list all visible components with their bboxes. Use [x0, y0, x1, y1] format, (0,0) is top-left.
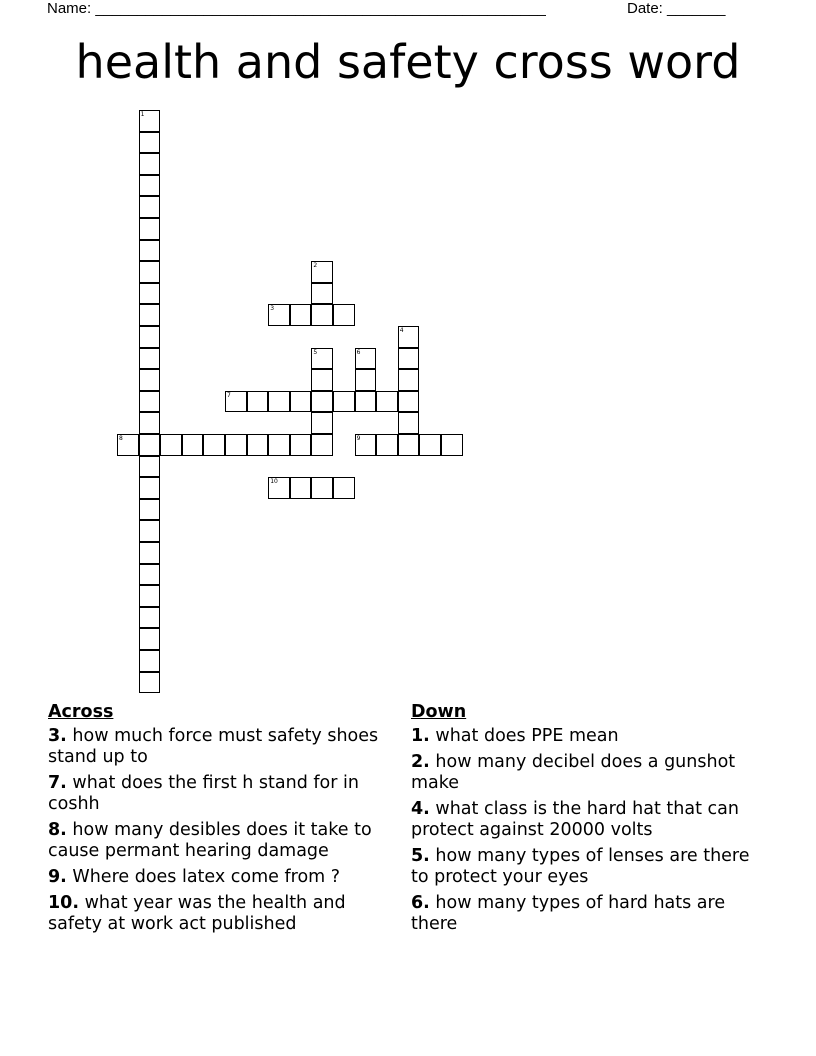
down-clues — [411, 702, 756, 940]
crossword-cell[interactable] — [355, 434, 377, 456]
crossword-cell[interactable] — [139, 585, 161, 607]
crossword-cell[interactable] — [139, 520, 161, 542]
crossword-cell[interactable] — [160, 434, 182, 456]
crossword-cell[interactable] — [139, 110, 161, 132]
crossword-cell[interactable] — [203, 434, 225, 456]
crossword-cell[interactable] — [311, 304, 333, 326]
across-clue — [48, 726, 388, 768]
across-clues — [48, 702, 388, 940]
crossword-cell[interactable] — [290, 304, 312, 326]
down-clue — [411, 893, 756, 935]
crossword-cell[interactable] — [398, 391, 420, 413]
crossword-cell[interactable] — [139, 348, 161, 370]
clue-text: how much force must safety shoes stand up to — [48, 726, 379, 767]
clue-number-label: 3 — [270, 305, 275, 313]
crossword-cell[interactable] — [398, 412, 420, 434]
clue-number: 6. — [411, 893, 430, 913]
clue-number: 8. — [48, 820, 67, 840]
clue-number-label: 8 — [119, 435, 123, 442]
crossword-cell[interactable] — [139, 240, 161, 262]
crossword-cell[interactable] — [139, 542, 161, 564]
clue-number-label: 7 — [227, 391, 231, 399]
crossword-cell[interactable] — [311, 412, 333, 434]
crossword-cell[interactable] — [376, 434, 398, 456]
across-clue — [48, 893, 388, 935]
crossword-cell[interactable] — [139, 261, 161, 283]
crossword-cell[interactable] — [311, 283, 333, 305]
crossword-cell[interactable] — [139, 564, 161, 586]
crossword-cell[interactable] — [268, 434, 290, 456]
clue-number: 2. — [411, 752, 430, 772]
clue-number: 9. — [48, 867, 67, 887]
across-clue — [48, 867, 388, 888]
crossword-cell[interactable] — [311, 348, 333, 370]
crossword-cell[interactable] — [139, 283, 161, 305]
across-heading: Across — [48, 702, 114, 722]
crossword-cell[interactable] — [139, 628, 161, 650]
across-clue — [48, 773, 388, 815]
crossword-cell[interactable] — [355, 391, 377, 413]
crossword-cell[interactable] — [290, 477, 312, 499]
clue-number-label: 4 — [399, 327, 404, 334]
crossword-cell[interactable] — [311, 369, 333, 391]
clue-number: 7. — [48, 773, 67, 793]
crossword-cell[interactable] — [139, 456, 161, 478]
clue-text: what does the first h stand for in coshh — [48, 773, 359, 814]
crossword-cell[interactable] — [139, 369, 161, 391]
clue-text: how many types of lenses are there to protect your eyes — [411, 846, 750, 887]
down-heading: Down — [411, 702, 467, 722]
crossword-cell[interactable] — [182, 434, 204, 456]
crossword-cell[interactable] — [247, 434, 269, 456]
clue-number-label: 10 — [270, 478, 278, 486]
crossword-cell[interactable] — [398, 348, 420, 370]
across-clue — [48, 820, 388, 862]
clue-text: how many decibel does a gunshot make — [411, 752, 736, 793]
crossword-cell[interactable] — [268, 391, 290, 413]
date-field-line[interactable]: Date: _______ — [627, 0, 726, 17]
crossword-cell[interactable] — [139, 607, 161, 629]
down-clue — [411, 752, 756, 794]
crossword-cell[interactable] — [268, 304, 290, 326]
crossword-cell[interactable] — [268, 477, 290, 499]
crossword-cell[interactable] — [290, 391, 312, 413]
crossword-cell[interactable] — [355, 348, 377, 370]
crossword-cell[interactable] — [139, 304, 161, 326]
crossword-cell[interactable] — [376, 391, 398, 413]
crossword-cell[interactable] — [311, 477, 333, 499]
clue-number-label: 9 — [356, 435, 361, 442]
crossword-cell[interactable] — [311, 434, 333, 456]
crossword-cell[interactable] — [398, 369, 420, 391]
clue-text: what class is the hard hat that can protect against 20000 volts — [411, 799, 739, 840]
clue-text: how many types of hard hats are there — [411, 893, 726, 934]
crossword-cell[interactable] — [290, 434, 312, 456]
crossword-cell[interactable] — [139, 412, 161, 434]
crossword-cell[interactable] — [441, 434, 463, 456]
crossword-cell[interactable] — [225, 434, 247, 456]
crossword-cell[interactable] — [225, 391, 247, 413]
crossword-cell[interactable] — [139, 391, 161, 413]
crossword-cell[interactable] — [333, 477, 355, 499]
crossword-cell[interactable] — [355, 369, 377, 391]
crossword-cell[interactable] — [139, 132, 161, 154]
crossword-cell[interactable] — [139, 196, 161, 218]
crossword-cell[interactable] — [139, 650, 161, 672]
clue-text: what year was the health and safety at work act published — [48, 893, 346, 934]
crossword-cell[interactable] — [139, 218, 161, 240]
crossword-cell[interactable] — [333, 391, 355, 413]
crossword-cell[interactable] — [247, 391, 269, 413]
crossword-cell[interactable] — [139, 175, 161, 197]
crossword-cell[interactable] — [139, 153, 161, 175]
page-title: health and safety cross word — [75, 35, 741, 89]
crossword-cell[interactable] — [311, 261, 333, 283]
down-clue — [411, 726, 756, 747]
clue-number: 10. — [48, 893, 80, 913]
clue-number-label: 2 — [313, 262, 318, 270]
clue-text: Where does latex come from ? — [72, 867, 341, 887]
crossword-cell[interactable] — [139, 672, 161, 694]
crossword-cell[interactable] — [139, 326, 161, 348]
crossword-cell[interactable] — [311, 391, 333, 413]
clue-number-label: 1 — [140, 111, 145, 118]
crossword-cell[interactable] — [398, 326, 420, 348]
crossword-cell[interactable] — [139, 499, 161, 521]
crossword-cell[interactable] — [139, 477, 161, 499]
clue-number: 5. — [411, 846, 430, 866]
crossword-cell[interactable] — [398, 434, 420, 456]
clue-text: how many desibles does it take to cause permant hearing damage — [48, 820, 372, 861]
clue-number-label: 6 — [356, 348, 361, 356]
crossword-cell[interactable] — [139, 434, 161, 456]
crossword-cell[interactable] — [419, 434, 441, 456]
down-clue — [411, 846, 756, 888]
clue-number: 4. — [411, 799, 430, 819]
name-field-line[interactable]: Name: ______________________________________________________ — [47, 0, 546, 17]
crossword-cell[interactable] — [333, 304, 355, 326]
clue-number: 1. — [411, 726, 430, 746]
clue-number-label: 5 — [313, 348, 318, 356]
down-clue — [411, 799, 756, 841]
clue-text: what does PPE mean — [435, 726, 619, 746]
clue-number: 3. — [48, 726, 67, 746]
crossword-cell[interactable] — [117, 434, 139, 456]
